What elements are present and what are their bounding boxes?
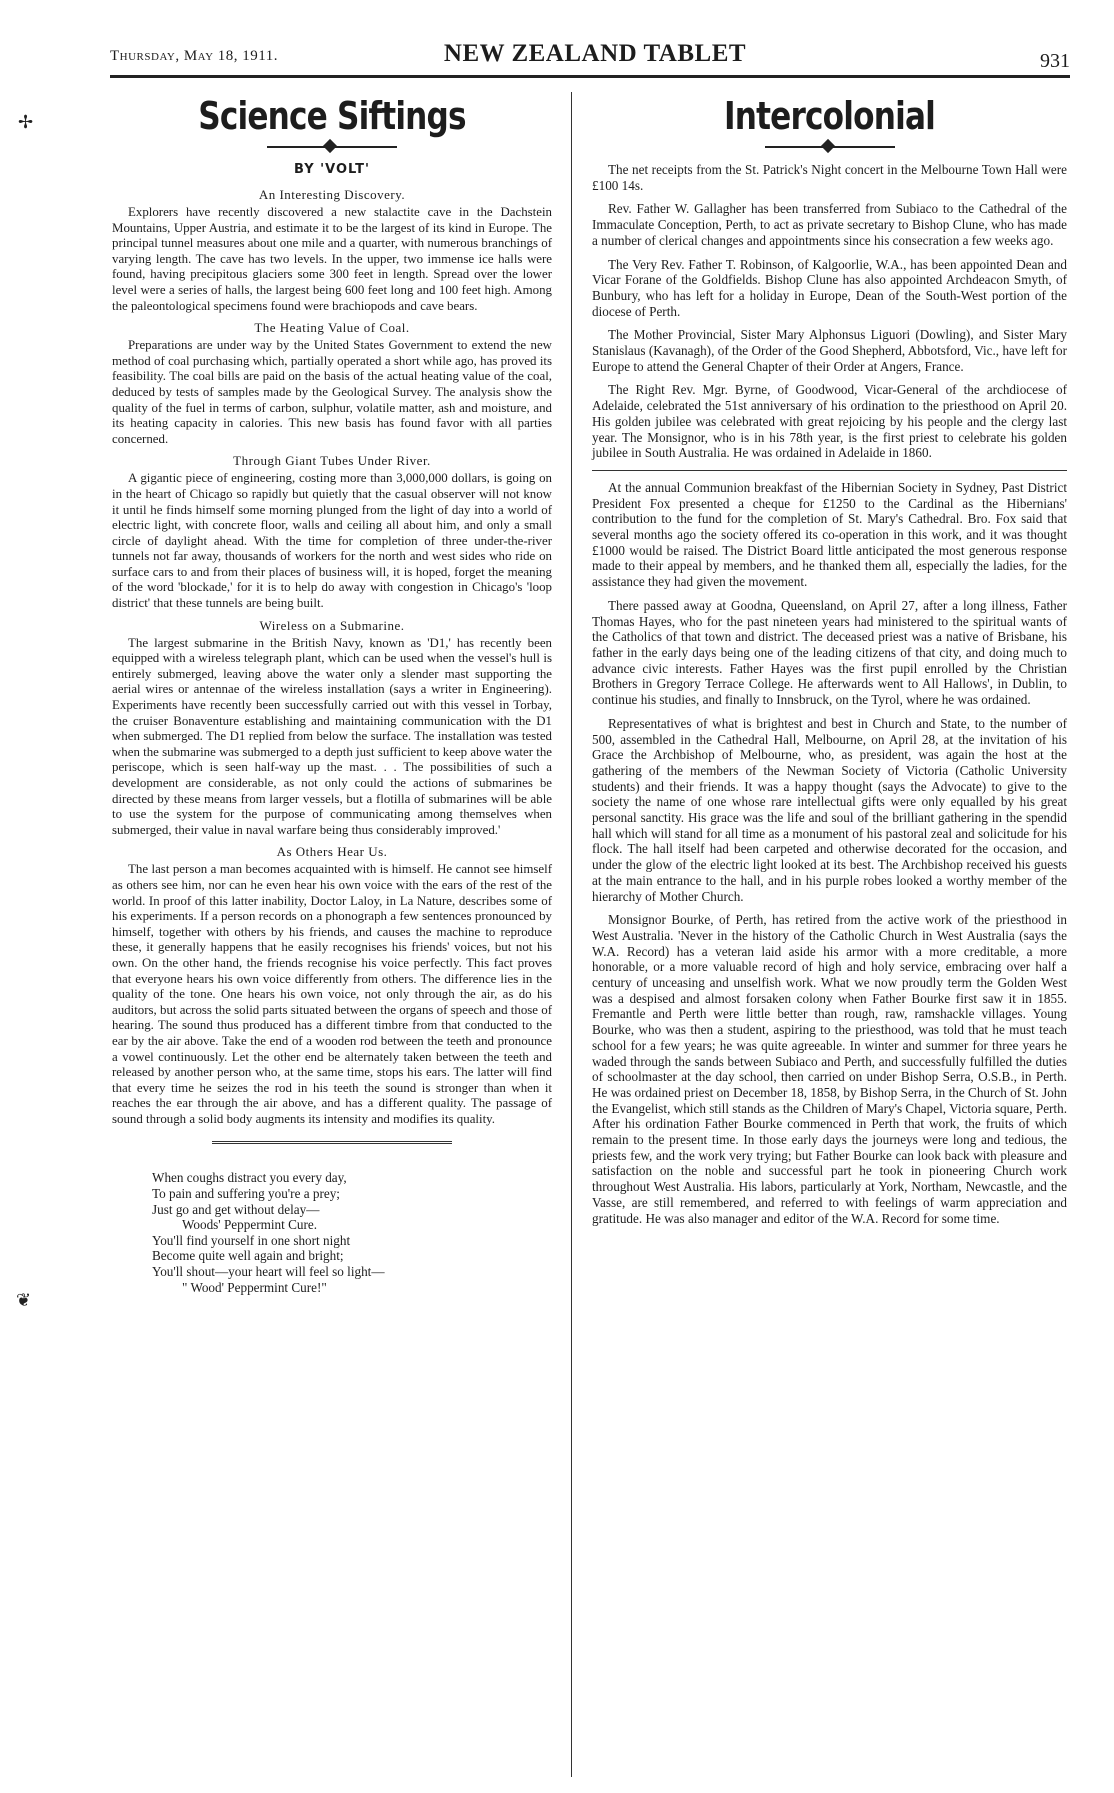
article-subhead: An Interesting Discovery. [258,187,406,202]
news-paragraph: There passed away at Goodna, Queensland, on April 27, after a long illness, Father Thomas Hayes, who for the past nineteen years had ministered to the spiritual wants of the Catholics of that town and district. The deceased priest was a native of Brisbane, his father in the early days being one of the leading citizens of that city, and doing much to advance civic interests. Father Hayes was the first pupil enrolled by the Christian Brothers in Gregory Terrace College. He afterwards went to All Hallows', in Dublin, to continue his studies, and finally to Innsbruck, on the Tyrol, where he was ordained. [592,597,1067,708]
title-ornament [765,146,895,148]
poem-line: " Wood' Peppermint Cure!" [182,1279,327,1295]
byline: BY 'VOLT' [294,162,370,177]
advertisement-divider [212,1141,452,1146]
article [112,187,552,314]
article-subhead: The Heating Value of Coal. [254,320,410,336]
article-subhead: Through Giant Tubes Under River. [233,453,431,469]
title-ornament [267,146,397,148]
column-title: Science Siftings [198,94,466,138]
news-paragraph: Monsignor Bourke, of Perth, has retired from the active work of the priesthood in West Australia. 'Never in the history of the Catholic Church in West Australia (says the W.A. Record) has a veteran laid aside his armor with a more creditable, a more honorable, or a more valuable record of high and holy service, embracing over half a century of unceasing and unselfish work. What we now proudly term the Golden West was a despised and almost forsaken colony when Father Bourke first saw it in 1855. Fremantle and Perth were little better than rough, raw, ramshackle villages. Young Bourke, who was then a student, aspiring to the priesthood, was told that he must teach school for a few years; he was quite agreeable. In winter and summer for three years he waded through the sands between Subiaco and Perth, and successfully fulfilled the duties of schoolmaster at the day school, then carried on under Bishop Serra, O.S.B., in Perth. He was ordained priest on December 18, 1858, by Bishop Serra, in the Church of St. John the Evangelist, which still stands as the Children of Mary's Chapel, Victoria square, Perth. After his ordination Father Bourke commenced in Perth that work, the fruits of which remain to the present time. In those early days the journeys were long and tedious, the priests few, and the work very trying; but Father Bourke can look back with pleasure and satisfaction on the noble and successful part he took in pioneering Church work throughout West Australia. His labors, particularly at York, Northam, Newcastle, and the Vasse, are still remembered, and referred to with feelings of warm appreciation and gratitude. He was also manager and editor of the W.A. Record for some time. [592,912,1067,1226]
article-paragraph: The largest submarine in the British Navy, known as 'D1,' has recently been equipped with a wireless telegraph plant, which can be used when the vessel's hull is entirely submerged, leaving above the water only a slender mast supporting the aerial wires or antennae of the wireless installation (says a writer in Engineering). Experiments have recently been successfully carried out with this vessel in Torbay, the cruiser Bonaventure establishing and maintaining communication with the D1 when submerged. The D1 replied from below the surface. The installation was tested when the submarine was submerged to a depth just sufficient to keep above water the periscope, which is seen half-way up the mast. . . The possibilities of such a development are considerable, as not only could the actions of submarines be directed by these means from larger vessels, but a flotilla of submarines will be able to use the system for the purpose of communicating among themselves when submerged, their value in naval warfare being thus considerably improved.' [112,635,552,837]
column-title: Intercolonial [723,94,936,138]
news-paragraph: The Right Rev. Mgr. Byrne, of Goodwood, Vicar-General of the archdiocese of Adelaide, celebrated the 51st anniversary of his ordination to the priesthood on April 20. His golden jubilee was celebrated with great rejoicing by his people and the clergy last year. The Monsignor, who is in his 78th year, is the first priest to celebrate his golden jubilee in South Australia. He was ordained in Adelaide in 1860. [592,382,1067,461]
issue-date: Thursday, May 18, 1911. [110,48,278,64]
news-paragraph: Representatives of what is brightest and best in Church and State, to the number of 500, assembled in the Cathedral Hall, Melbourne, on April 28, at the invitation of his Grace the Archbishop of Melbourne, who, as president, was again the host at the gathering of the members of the Newman Society of Victoria (Catholic University students) and their friends. It was a happy thought (says the Advocate) to give to the society the name of one whose rare intellectual gifts were only equalled by his great personal sanctity. His grace was the life and soul of the brilliant gathering in the spendid hall which will stand for all time as a monument of his pastoral zeal and solicitude for his flock. The hall itself had been carpeted and otherwise decorated for the occasion, and under the glow of the electric light looked at its best. The Archbishop received his guests at the main entrance to the hall, and in his purple robes looked a worthy member of the hierarchy of Mother Church. [592,715,1067,904]
article-paragraph: Preparations are under way by the United States Government to extend the new method of coal purchasing which, partially operated a short while ago, has proved its feasibility. The coal bills are paid on the basis of the actual heating value of the coal, deduced by tests of samples made by the Geological Survey. The analysis show the quality of the fuel in terms of carbon, sulphur, volatile matter, ash and moisture, and its heating capacity in calories. This new basis has found favor with all parties concerned. [112,338,552,446]
poem-line: To pain and suffering you're a prey; [152,1186,340,1202]
news-paragraph: The Very Rev. Father T. Robinson, of Kalgoorlie, W.A., has been appointed Dean and Vicar Forane of the Goldfields. Bishop Clune has also appointed Archdeacon Smyth, of Bunbury, who has left for a holiday in Europe, Dean of the South-West portion of the diocese of Perth. [592,256,1067,319]
news-paragraph: Rev. Father W. Gallagher has been transferred from Subiaco to the Cathedral of the Immaculate Conception, Perth, to act as private secretary to Bishop Clune, who has made a number of clerical changes and appointments since his consecration a few weeks ago. [592,201,1067,248]
poem-line: You'll shout—your heart will feel so light— [152,1264,385,1280]
section-divider [592,470,1067,471]
peppermint-cure-advertisement [152,1170,552,1295]
article-paragraph: Explorers have recently discovered a new stalactite cave in the Dachstein Mountains, Upper Austria, and estimate it to be the largest of its kind in Europe. The principal tunnel measures about one mile and a quarter, with numerous branchings of varying length. The cave has two levels. In the upper, two immense ice halls were found, having precipitous glaciers some 300 feet in length. Spread over the lower level were a series of halls, the largest being 600 feet long and 100 feet high. Among the paleontological specimens found were brachiopods and cave bears. [112,205,552,313]
column-rule [571,92,572,1777]
poem-line: When coughs distract you every day, [152,1170,347,1186]
intercolonial-column [592,92,1067,1234]
margin-mark-icon: ❦ [16,1290,32,1310]
article-subhead: As Others Hear Us. [276,844,388,860]
page-number: 931 [1040,50,1070,72]
article [112,453,552,611]
poem-line: Just go and get without delay— [152,1201,320,1217]
margin-mark-icon: ✢ [18,112,34,132]
news-paragraph: At the annual Communion breakfast of the Hibernian Society in Sydney, Past District President Fox presented a cheque for £1250 to the Cardinal as the Hibernians' contribution to the fund for the completion of St. Mary's Cathedral. Bro. Fox said that several months ago the society offered its co-operation in this work, and it was thought £1000 would be raised. The District Board little anticipated the most generous response made to their appeal by members, and he thanked them all, especially the ladies, for the assistance they had given the movement. [592,479,1067,590]
masthead [110,40,1070,74]
article [112,618,552,839]
article [112,320,552,447]
article-paragraph: The last person a man becomes acquainted with is himself. He cannot see himself as others see him, nor can he even hear his own voice with the ears of the rest of the world. In proof of this latter inability, Doctor Laloy, in La Nature, describes some of his experiments. If a person records on a phonograph a few sentences pronounced by himself, together with others by his friends, and causes the machine to reproduce these, it generally happens that he easily recognises his friends' voices, but not his own. On the other hand, the friends recognise his voice perfectly. This fact proves that everyone hears his own voice differently from others. The difference lies in the quality of the tone. One hears his own voice, not only through the air, as do his auditors, but across the solid parts situated between the organs of speech and those of hearing. The sound thus produced has a different timbre from that conducted to the ear by the air above. Take the end of a wooden rod between the teeth and pronounce a vowel continuously. Let the other end be alternately taken between the teeth and released by another person who, at the same time, stops his ears. The latter will find that every time he seizes the rod in his teeth the sound is stronger than when it reaches the ear through the air above, and has a different quality. The passage of sound through a solid body augments its intensity and modifies its quality. [112,862,552,1126]
masthead-rule [110,75,1070,78]
article-paragraph: A gigantic piece of engineering, costing more than 3,000,000 dollars, is going on in the heart of Chicago so rapidly but quietly that the casual observer will not know it until he finds himself some morning plunged from the light of day into a world of electric light, with concrete floor, walls and ceiling all about him, and only a small circle of daylight ahead. With the time for completion of three under-the-river tunnels not far away, thousands of workers for the north and west sides who ride on surface cars to and from their places of business will, it is hoped, forget the meaning of the word 'blockade,' for it is to help do away with congestion in Chicago's 'loop district' that these tunnels are being built. [112,471,552,611]
science-siftings-column [112,92,552,1295]
article-subhead: Wireless on a Submarine. [259,617,405,633]
article [112,844,552,1127]
poem-line: Woods' Peppermint Cure. [182,1217,318,1233]
poem-line: Become quite well again and bright; [152,1248,344,1264]
newspaper-title: NEW ZEALAND TABLET [443,40,747,67]
news-paragraph: The Mother Provincial, Sister Mary Alphonsus Liguori (Dowling), and Sister Mary Stanislaus (Kavanagh), of the Order of the Good Shepherd, Abbotsford, Vic., have left for Europe to attend the General Chapter of their Order at Angers, France. [592,327,1067,374]
news-paragraph: The net receipts from the St. Patrick's Night concert in the Melbourne Town Hall were £100 14s. [592,162,1067,193]
poem-line: You'll find yourself in one short night [152,1232,351,1248]
